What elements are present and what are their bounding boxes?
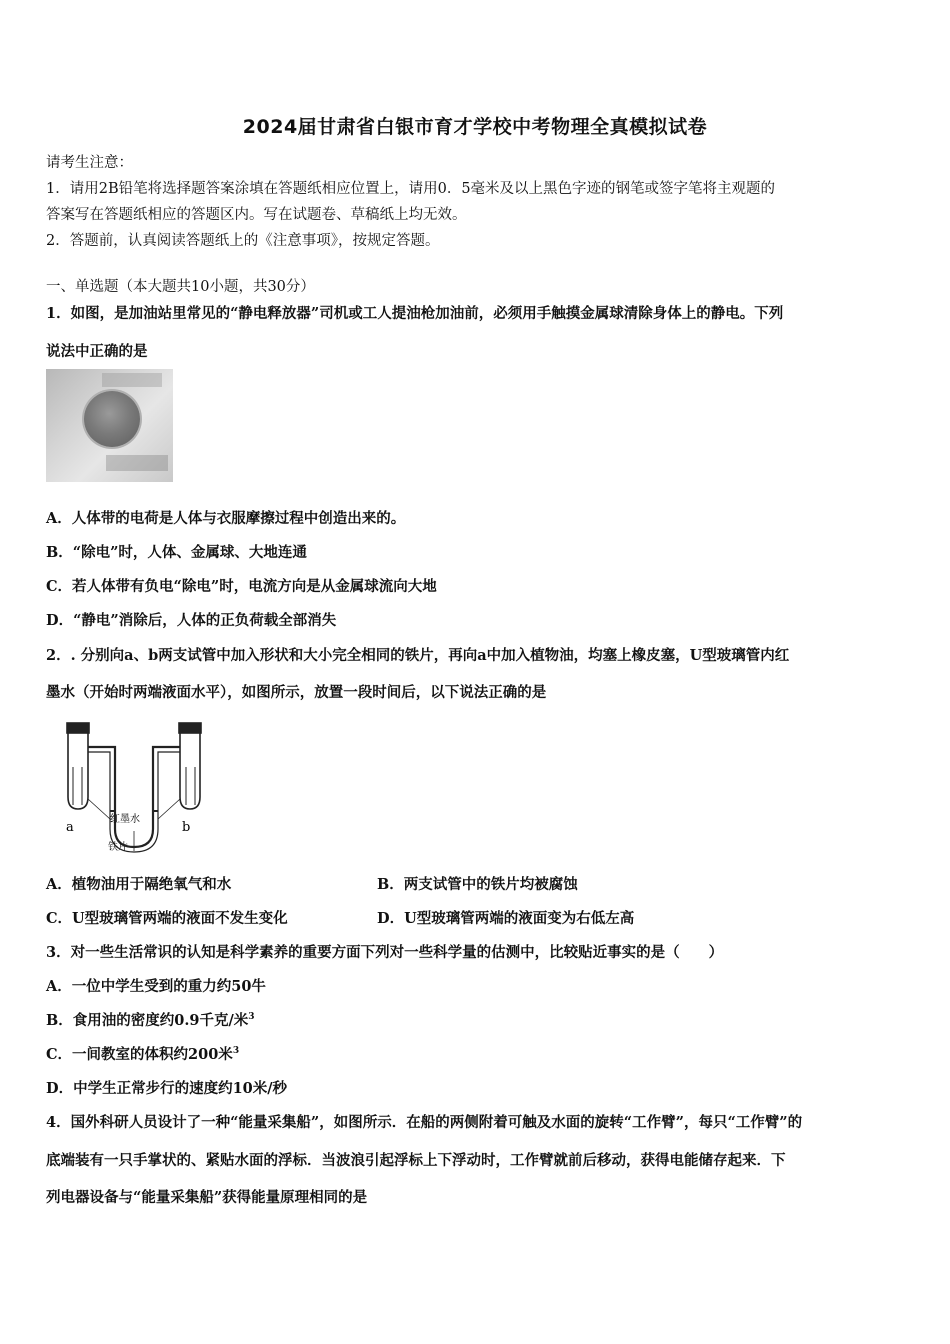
photo-plate-bottom	[106, 455, 168, 471]
leader-lines	[88, 799, 180, 851]
q3-stem: 3．对一些生活常识的认知是科学素养的重要方面下列对一些科学量的估测中，比较贴近事实的是（ ）	[46, 944, 724, 961]
u-tube-diagram	[60, 719, 210, 854]
q3-option-b-text: B．食用油的密度约0.9千克/米	[46, 1012, 249, 1029]
q2-stem-line-2: 墨水（开始时两端液面水平），如图所示，放置一段时间后，以下说法正确的是	[46, 684, 547, 701]
label-a: a	[66, 820, 74, 835]
test-tube-a	[68, 729, 88, 809]
notice-line-2: 2．答题前，认真阅读答题纸上的《注意事项》，按规定答题。	[46, 233, 440, 249]
q4-stem-line-2: 底端装有一只手掌状的、紧贴水面的浮标．当波浪引起浮标上下浮动时，工作臂就前后移动，获得电能储存起来．下	[46, 1152, 786, 1169]
section-heading: 一、单选题（本大题共10小题，共30分）	[46, 279, 315, 295]
q3-option-a: A．一位中学生受到的重力约50牛	[46, 978, 266, 995]
notice-line-1: 1．请用2B铅笔将选择题答案涂填在答题纸相应位置上，请用0．5毫米及以上黑色字迹的钢笔或签字笔将主观题的	[46, 181, 776, 197]
notice-heading: 请考生注意：	[46, 155, 133, 171]
q3-option-c-text: C．一间教室的体积约200米	[46, 1046, 233, 1063]
static-discharger-photo	[46, 369, 173, 482]
notice-line-1b: 答案写在答题纸相应的答题区内。写在试题卷、草稿纸上均无效。	[46, 207, 467, 223]
metal-ball	[84, 391, 140, 447]
q2-option-a: A．植物油用于隔绝氧气和水	[46, 876, 232, 893]
q4-stem-line-1: 4．国外科研人员设计了一种“能量采集船”，如图所示．在船的两侧附着可触及水面的旋转“工作臂”，每只“工作臂”的	[46, 1114, 803, 1131]
q3-option-b-sup: 3	[248, 1012, 255, 1023]
q1-stem-line-2: 说法中正确的是	[46, 343, 148, 360]
page-title: 2024届甘肃省白银市育才学校中考物理全真模拟试卷	[242, 116, 708, 138]
q1-option-b: B．“除电”时，人体、金属球、大地连通	[46, 544, 307, 561]
q4-stem-line-3: 列电器设备与“能量采集船”获得能量原理相同的是	[46, 1189, 368, 1206]
photo-plate-top	[102, 373, 162, 387]
q3-option-d: D．中学生正常步行的速度约10米/秒	[46, 1080, 288, 1097]
q2-option-b: B．两支试管中的铁片均被腐蚀	[377, 876, 578, 893]
iron-strip-a	[73, 767, 82, 805]
iron-strip-b	[186, 767, 195, 805]
stopper-b	[179, 723, 201, 733]
q1-option-d: D．“静电”消除后，人体的正负荷载全部消失	[46, 612, 337, 629]
q3-option-c-sup: 3	[232, 1046, 240, 1057]
test-tube-b	[180, 729, 200, 809]
q1-stem-line-1: 1．如图，是加油站里常见的“静电释放器”司机或工人提油枪加油前，必须用手触摸金属球清除身体上的静电。下列	[46, 305, 784, 322]
label-b: b	[182, 820, 191, 835]
q3-option-c	[46, 1043, 239, 1064]
label-iron: 铁片	[108, 842, 128, 853]
q3-option-b	[46, 1009, 255, 1030]
q1-option-a: A．人体带的电荷是人体与衣服摩擦过程中创造出来的。	[46, 510, 406, 527]
q2-stem-line-1: 2．. 分别向a、b两支试管中加入形状和大小完全相同的铁片，再向a中加入植物油，均塞上橡皮塞，U型玻璃管内红	[46, 647, 790, 664]
label-red-ink: 红墨水	[110, 814, 140, 825]
q2-option-c: C．U型玻璃管两端的液面不发生变化	[46, 910, 288, 927]
q1-option-c: C．若人体带有负电“除电”时，电流方向是从金属球流向大地	[46, 578, 437, 595]
q2-option-d: D．U型玻璃管两端的液面变为右低左高	[377, 910, 635, 927]
stopper-a	[67, 723, 89, 733]
